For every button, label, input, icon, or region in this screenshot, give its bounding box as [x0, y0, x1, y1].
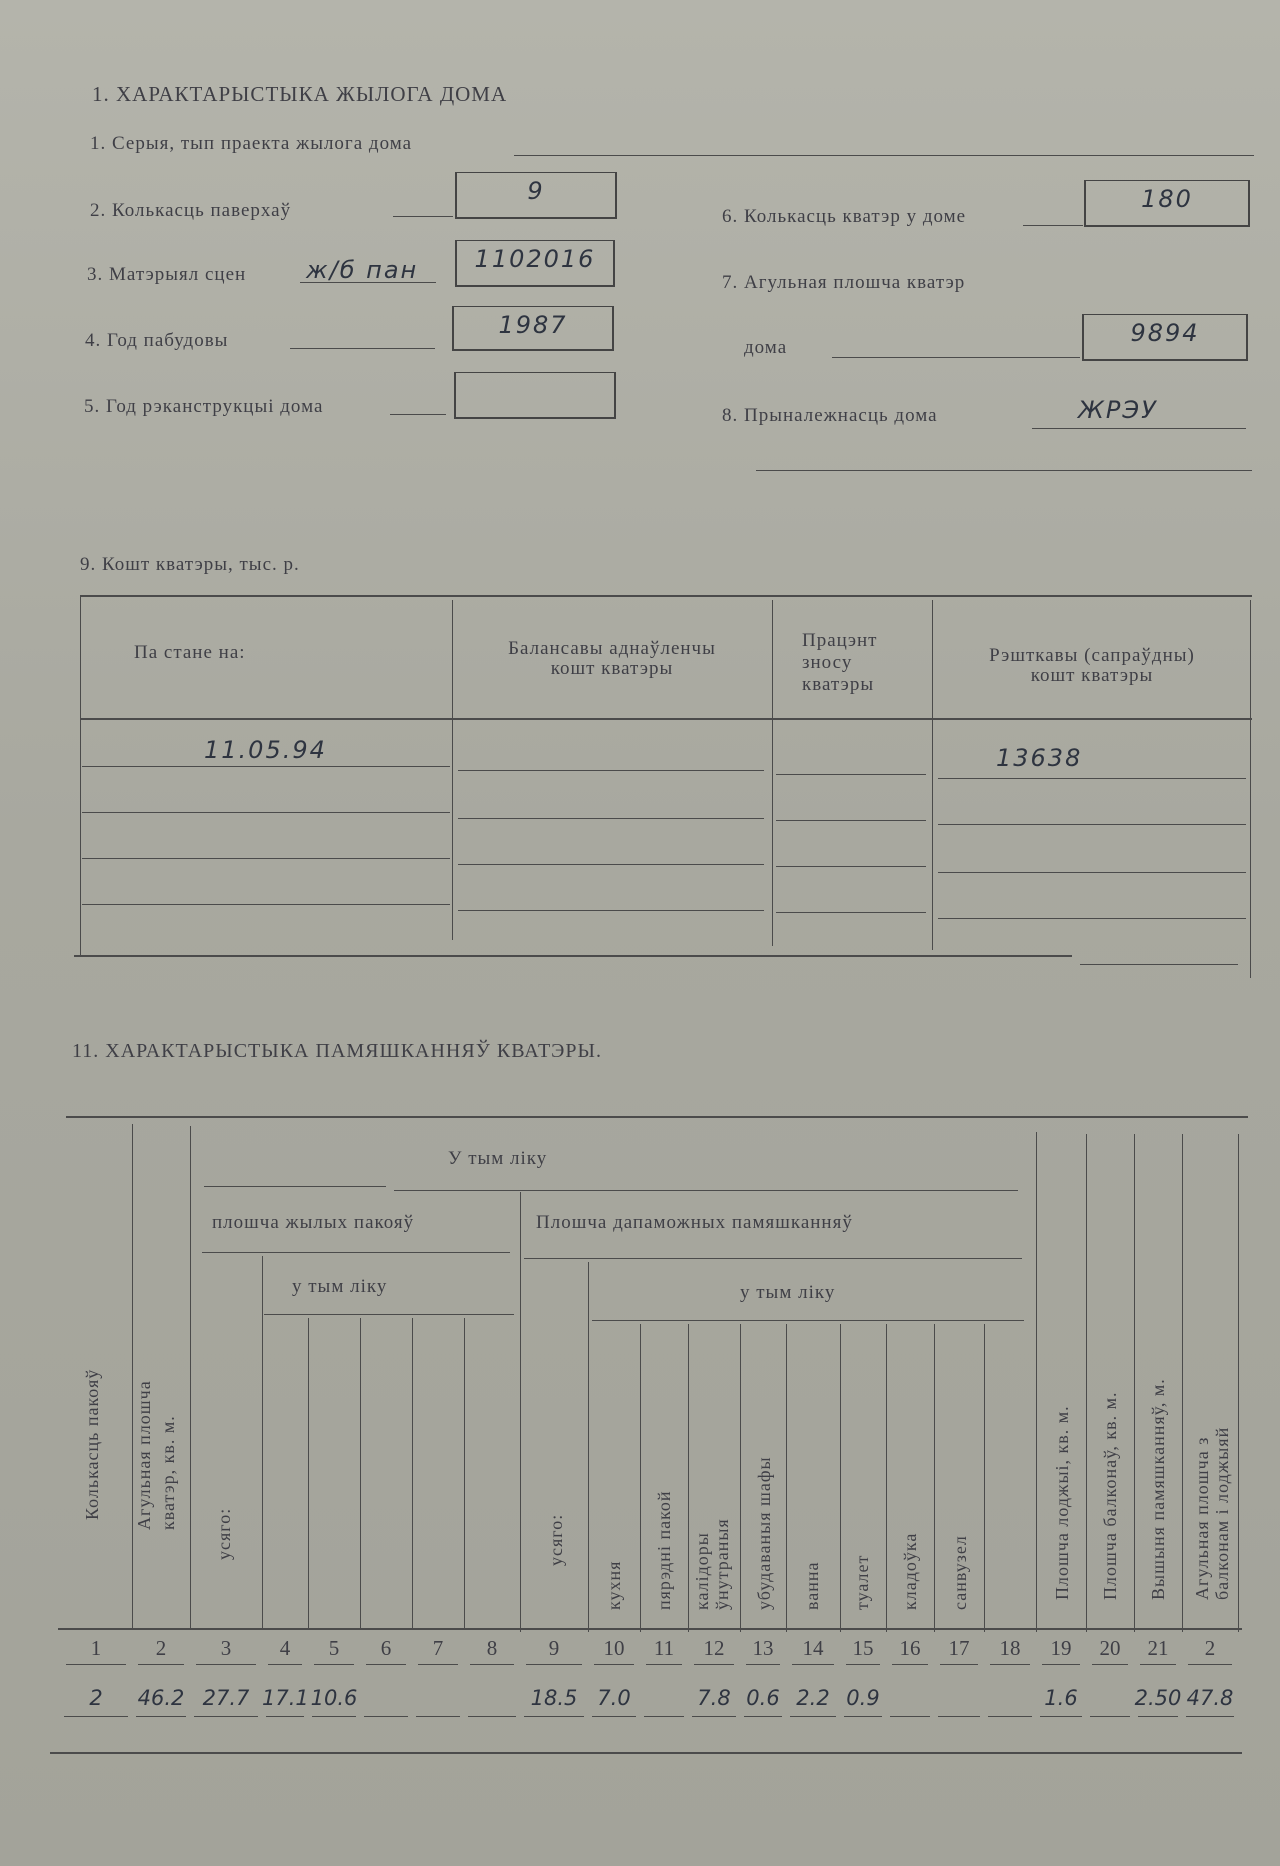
table11-header-bottom	[58, 1628, 1242, 1630]
table9-row1-date: 11.05.94	[204, 736, 327, 764]
field7-line	[832, 357, 1080, 358]
field4-label: 4. Год пабудовы	[85, 330, 229, 351]
field5-box	[454, 372, 616, 419]
table9-vline-3	[932, 600, 933, 950]
column-value-underline	[416, 1716, 460, 1717]
col-vanna: ванна	[802, 1561, 822, 1610]
field6-value: 180	[1141, 185, 1193, 213]
column-value-underline	[744, 1716, 782, 1717]
field6-box	[1084, 180, 1250, 227]
ploshcha-zhylykh-header: плошча жылых пакояў	[212, 1212, 415, 1233]
column-number-6: 6	[380, 1636, 392, 1660]
table9-col3-header-b: зносу	[802, 652, 853, 673]
field3-label: 3. Матэрыял сцен	[87, 264, 247, 285]
column-number-underline	[1188, 1664, 1232, 1665]
t11-v14	[840, 1324, 841, 1632]
field2-value: 9	[527, 177, 545, 205]
col-agul2-a: Агульная плошча з	[1192, 1436, 1212, 1600]
t9-r2-c4	[938, 824, 1246, 825]
field3-line	[300, 282, 436, 283]
column-value-underline	[364, 1716, 408, 1717]
column-number-underline	[846, 1664, 880, 1665]
t11-v17	[984, 1324, 985, 1632]
field8-line	[1032, 428, 1246, 429]
t11-v21	[1182, 1134, 1183, 1632]
column-number-underline	[314, 1664, 354, 1665]
column-value-19: 1.6	[1044, 1686, 1078, 1710]
col-pyaredni: пярэдні пакой	[654, 1490, 674, 1610]
t11-v11	[688, 1324, 689, 1632]
table9-vline-4	[1250, 600, 1251, 978]
field5-line	[390, 414, 446, 415]
column-number-underline	[196, 1664, 256, 1665]
field8-line2	[756, 470, 1252, 471]
field3-value: 1102016	[474, 245, 596, 273]
column-number-underline	[646, 1664, 682, 1665]
t11-v3	[262, 1256, 263, 1630]
field6-line	[1023, 225, 1083, 226]
field5-label: 5. Год рэканструкцыі дома	[84, 396, 324, 417]
column-number-underline	[1140, 1664, 1176, 1665]
u-tym-liku-small-2-line	[592, 1320, 1024, 1321]
t9-r4-c1	[82, 904, 450, 905]
col-agulnaya-b: кватэр, кв. м.	[158, 1415, 178, 1530]
column-value-4: 17.1	[262, 1686, 309, 1710]
column-number-underline	[792, 1664, 834, 1665]
t11-v5	[360, 1318, 361, 1630]
column-number-12: 12	[703, 1636, 725, 1660]
column-number-5: 5	[328, 1636, 340, 1660]
table9-header-bottom	[80, 718, 1252, 720]
column-value-underline	[312, 1716, 356, 1717]
field4-box	[452, 306, 614, 351]
column-number-18: 18	[999, 1636, 1021, 1660]
column-number-21: 21	[1147, 1636, 1169, 1660]
t11-v19	[1086, 1134, 1087, 1632]
field2-box	[455, 172, 617, 219]
u-tym-liku-small-2: у тым ліку	[740, 1282, 836, 1303]
col-kladouka: кладоўка	[900, 1532, 920, 1610]
col-lodzhyi: Плошча лоджыі, кв. м.	[1052, 1405, 1072, 1600]
column-value-underline	[468, 1716, 516, 1717]
ploshcha-zhylykh-line	[202, 1252, 510, 1253]
column-number-underline	[138, 1664, 184, 1665]
table9-top	[80, 595, 1252, 597]
table9-col4-header-b: кошт кватэры	[1030, 665, 1154, 686]
field7-label-a: 7. Агульная плошча кватэр	[722, 272, 966, 293]
column-value-5: 10.6	[310, 1686, 358, 1710]
column-number-underline	[470, 1664, 514, 1665]
column-number-underline	[940, 1664, 978, 1665]
t11-v7	[464, 1318, 465, 1630]
t9-r1-c2	[458, 770, 764, 771]
t9-r3-c1	[82, 858, 450, 859]
t11-v22	[1238, 1134, 1239, 1632]
col-usyago-1: усяго:	[214, 1507, 234, 1560]
column-number-13: 13	[752, 1636, 774, 1660]
column-number-underline	[594, 1664, 634, 1665]
column-value-12: 7.8	[697, 1686, 731, 1710]
col-balkonau: Плошча балконаў, кв. м.	[1100, 1391, 1120, 1600]
field2-label: 2. Колькасць паверхаў	[90, 200, 292, 221]
field7-value: 9894	[1130, 319, 1200, 347]
field8-value: ЖРЭУ	[1078, 396, 1158, 424]
column-number-underline	[694, 1664, 734, 1665]
col-agulnaya-a: Агульная плошча	[134, 1380, 154, 1530]
column-value-underline	[136, 1716, 186, 1717]
field2-line	[393, 216, 453, 217]
field1-label: 1. Серыя, тып праекта жылога дома	[90, 133, 413, 154]
t11-v6	[412, 1318, 413, 1630]
column-value-22: 47.8	[1186, 1686, 1234, 1710]
table9-col1-header: Па стане на:	[134, 642, 246, 663]
section9-title: 9. Кошт кватэры, тыс. р.	[80, 554, 300, 575]
t9-r2-c1	[82, 812, 450, 813]
column-value-underline	[1090, 1716, 1130, 1717]
column-value-21: 2.50	[1134, 1686, 1182, 1710]
col-usyago-2: усяго:	[546, 1513, 566, 1566]
column-value-underline	[266, 1716, 304, 1717]
column-number-11: 11	[653, 1636, 675, 1660]
t11-v18	[1036, 1132, 1037, 1632]
column-value-underline	[1138, 1716, 1178, 1717]
column-value-underline	[194, 1716, 258, 1717]
column-number-19: 19	[1050, 1636, 1072, 1660]
column-value-underline	[938, 1716, 980, 1717]
column-number-underline	[1042, 1664, 1080, 1665]
t11-v1	[132, 1124, 133, 1628]
table9-row1-value: 13638	[996, 744, 1083, 772]
column-value-underline	[1186, 1716, 1234, 1717]
table9-col2-header-b: кошт кватэры	[550, 658, 674, 679]
t11-v12	[740, 1324, 741, 1632]
column-value-underline	[988, 1716, 1032, 1717]
t11-v2	[190, 1126, 191, 1630]
column-number-15: 15	[852, 1636, 874, 1660]
table9-bottom	[74, 955, 1072, 957]
column-number-10: 10	[603, 1636, 625, 1660]
col-vyshynya: Вышыня памяшканняў, м.	[1148, 1378, 1168, 1600]
column-number-1: 1	[90, 1636, 102, 1660]
column-number-underline	[418, 1664, 458, 1665]
table9-col4-header-a: Рэшткавы (сапраўдны)	[989, 645, 1195, 666]
column-number-underline	[268, 1664, 302, 1665]
t9-r1-c1	[82, 766, 450, 767]
t11-v10	[640, 1324, 641, 1632]
column-number-8: 8	[486, 1636, 498, 1660]
table9-col3-header-c: кватэры	[802, 674, 875, 695]
table9-col2-header-a: Балансавы аднаўленчы	[508, 638, 716, 659]
column-value-9: 18.5	[530, 1686, 578, 1710]
field3-handwritten: ж/б пан	[306, 256, 419, 284]
col-kalidory-a: калідоры	[692, 1532, 712, 1610]
column-value-3: 27.7	[202, 1686, 250, 1710]
col-sanvuzel: санвузел	[950, 1535, 970, 1610]
field3-box	[455, 240, 615, 287]
column-number-underline	[746, 1664, 780, 1665]
column-value-13: 0.6	[746, 1686, 780, 1710]
table11-top	[66, 1116, 1248, 1118]
u-tym-liku-line-left	[204, 1186, 386, 1187]
column-number-3: 3	[220, 1636, 232, 1660]
t9-r2-c2	[458, 818, 764, 819]
field4-line	[290, 348, 435, 349]
u-tym-liku-header: У тым ліку	[448, 1148, 548, 1169]
t9-r4-c3	[776, 912, 926, 913]
u-tym-liku-small-1-line	[264, 1314, 514, 1315]
column-number-22: 2	[1204, 1636, 1216, 1660]
column-value-underline	[64, 1716, 128, 1717]
ploshcha-dapamozhnykh-header: Плошча дапаможных памяшканняў	[536, 1212, 853, 1233]
t11-v13	[786, 1324, 787, 1632]
table9-bottom-right	[1080, 964, 1238, 965]
column-number-9: 9	[548, 1636, 560, 1660]
column-number-7: 7	[432, 1636, 444, 1660]
column-number-4: 4	[279, 1636, 291, 1660]
column-value-underline	[644, 1716, 684, 1717]
field8-label: 8. Прыналежнасць дома	[722, 405, 938, 426]
table9-vline-2	[772, 600, 773, 946]
ploshcha-dapamozhnykh-line	[524, 1258, 1022, 1259]
column-value-underline	[524, 1716, 584, 1717]
table9-vline-1	[452, 600, 453, 940]
t9-r3-c2	[458, 864, 764, 865]
t9-r1-c3	[776, 774, 926, 775]
field1-line	[514, 155, 1254, 156]
column-number-underline	[1092, 1664, 1128, 1665]
column-number-17: 17	[948, 1636, 970, 1660]
column-number-14: 14	[802, 1636, 824, 1660]
column-number-16: 16	[899, 1636, 921, 1660]
column-number-20: 20	[1099, 1636, 1121, 1660]
col-tualet: туалет	[852, 1554, 872, 1610]
column-value-underline	[1040, 1716, 1082, 1717]
column-value-10: 7.0	[597, 1686, 631, 1710]
t11-v9	[588, 1262, 589, 1632]
column-value-1: 2	[89, 1686, 103, 1710]
column-number-underline	[892, 1664, 928, 1665]
col-kolkasts: Колькасць пакояў	[82, 1368, 102, 1520]
t9-r4-c4	[938, 918, 1246, 919]
section11-title: 11. ХАРАКТАРЫСТЫКА ПАМЯШКАННЯЎ КВАТЭРЫ.	[72, 1040, 602, 1062]
column-value-underline	[844, 1716, 882, 1717]
column-number-underline	[990, 1664, 1030, 1665]
column-value-underline	[592, 1716, 636, 1717]
t11-v16	[934, 1324, 935, 1632]
t9-r1-c4	[938, 778, 1246, 779]
u-tym-liku-line-right	[394, 1190, 1018, 1191]
col-kukhnya: кухня	[604, 1560, 624, 1610]
t9-r2-c3	[776, 820, 926, 821]
column-value-underline	[790, 1716, 836, 1717]
table9-col3-header-a: Працэнт	[802, 630, 878, 651]
column-value-15: 0.9	[846, 1686, 880, 1710]
table9-vline-0	[80, 595, 81, 955]
field7-box	[1082, 314, 1248, 361]
u-tym-liku-small-1: у тым ліку	[292, 1276, 388, 1297]
col-ubudavanyya: убудаваныя шафы	[754, 1456, 774, 1610]
column-number-underline	[366, 1664, 406, 1665]
field6-label: 6. Колькасць кватэр у доме	[722, 206, 967, 227]
table11-bottom	[50, 1752, 1242, 1754]
column-value-14: 2.2	[796, 1686, 830, 1710]
t11-v4	[308, 1318, 309, 1630]
column-value-underline	[890, 1716, 930, 1717]
t11-v20	[1134, 1134, 1135, 1632]
column-number-underline	[526, 1664, 582, 1665]
t9-r3-c3	[776, 866, 926, 867]
column-value-2: 46.2	[137, 1686, 185, 1710]
section1-title: 1. ХАРАКТАРЫСТЫКА ЖЫЛОГА ДОМА	[92, 82, 508, 106]
column-number-2: 2	[155, 1636, 167, 1660]
col-kalidory-b: ўнутраныя	[712, 1518, 732, 1610]
column-value-underline	[692, 1716, 736, 1717]
column-number-underline	[66, 1664, 126, 1665]
t9-r3-c4	[938, 872, 1246, 873]
field4-value: 1987	[498, 311, 568, 339]
t9-r4-c2	[458, 910, 764, 911]
t11-v8	[520, 1192, 521, 1632]
field7-label-b: дома	[744, 337, 788, 358]
t11-v15	[886, 1324, 887, 1632]
col-agul2-b: балконам і лоджыяй	[1212, 1426, 1232, 1600]
